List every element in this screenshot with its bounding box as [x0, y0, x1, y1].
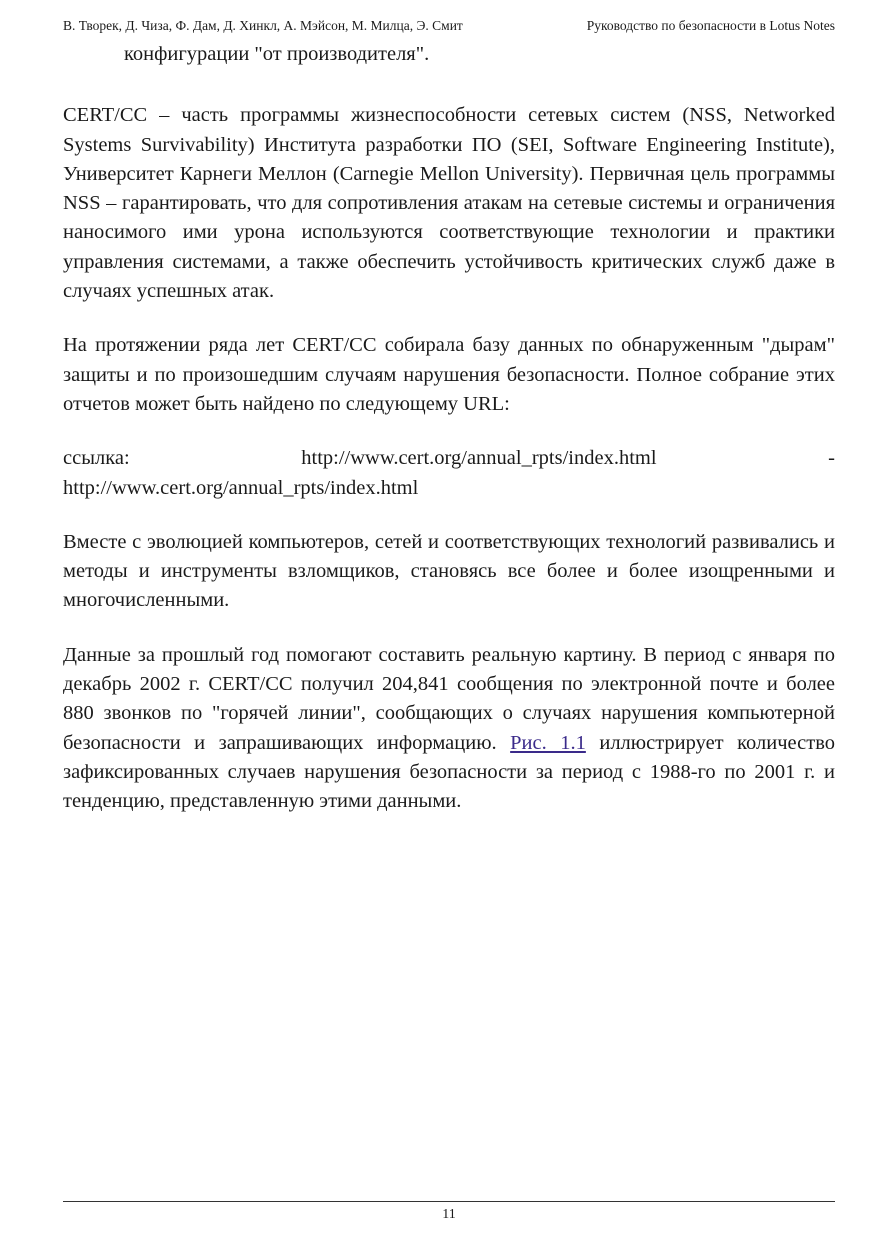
body-text	[63, 40, 835, 842]
continuation-line: конфигурации "от производителя".	[124, 43, 430, 65]
paragraph-cert: CERT/CC – часть программы жизнеспособности сетевых систем (NSS, Networked Systems Survivability) Института разработки ПО (SEI, Software Engineering Institute), Университет Карнеги Меллон (Carnegie Mellon University). Первичная цель программы NSS – гарантировать, что для сопротивления атакам на сетевые системы и ограничения наносимого ими урона используются соответствующие технологии и практики управления системами, а также обеспечить устойчивость критических служб даже в случаях успешных атак.	[63, 104, 835, 303]
stats-text-before: Данные за прошлый год помогают составить реальную картину. В период с января по декабрь 2002 г. CERT/CC получил 204,841 сообщения по электронной почте и более 880 звонков по "горячей линии", сообщающих о случаях нарушения компьютерной безопасности и запрашивающих информацию.	[63, 643, 835, 754]
figure-link[interactable]: Рис. 1.1	[510, 731, 586, 754]
header-authors: В. Творек, Д. Чиза, Ф. Дам, Д. Хинкл, А. Мэйсон, М. Милца, Э. Смит	[63, 18, 463, 33]
paragraph-evolution: Вместе с эволюцией компьютеров, сетей и соответствующих технологий развивались и методы и инструменты взломщиков, становясь все более и более изощренными и многочисленными.	[63, 530, 835, 612]
running-header	[63, 16, 835, 36]
link-line	[63, 444, 835, 473]
link-url-repeat[interactable]: http://www.cert.org/annual_rpts/index.html	[63, 476, 419, 499]
document-page	[63, 0, 835, 1241]
link-url[interactable]: http://www.cert.org/annual_rpts/index.html	[301, 447, 657, 470]
header-book-title: Руководство по безопасности в Lotus Notes	[586, 18, 835, 33]
paragraph-database: На протяжении ряда лет CERT/CC собирала базу данных по обнаруженным "дырам" защиты и по произошедшим случаям нарушения безопасности. Полное собрание этих отчетов может быть найдено по следующему URL:	[63, 334, 835, 415]
footer-divider	[63, 1201, 835, 1202]
link-dash: -	[828, 447, 835, 470]
paragraph-link	[63, 444, 835, 503]
paragraph-stats	[63, 641, 835, 817]
link-label: ссылка:	[63, 447, 130, 470]
stats-text-after: иллюстрирует количество зафиксированных случаев нарушения безопасности за период с 1988-го по 2001 г. и тенденцию, представленную этими данными.	[63, 731, 835, 813]
page-number: 11	[442, 1207, 456, 1222]
